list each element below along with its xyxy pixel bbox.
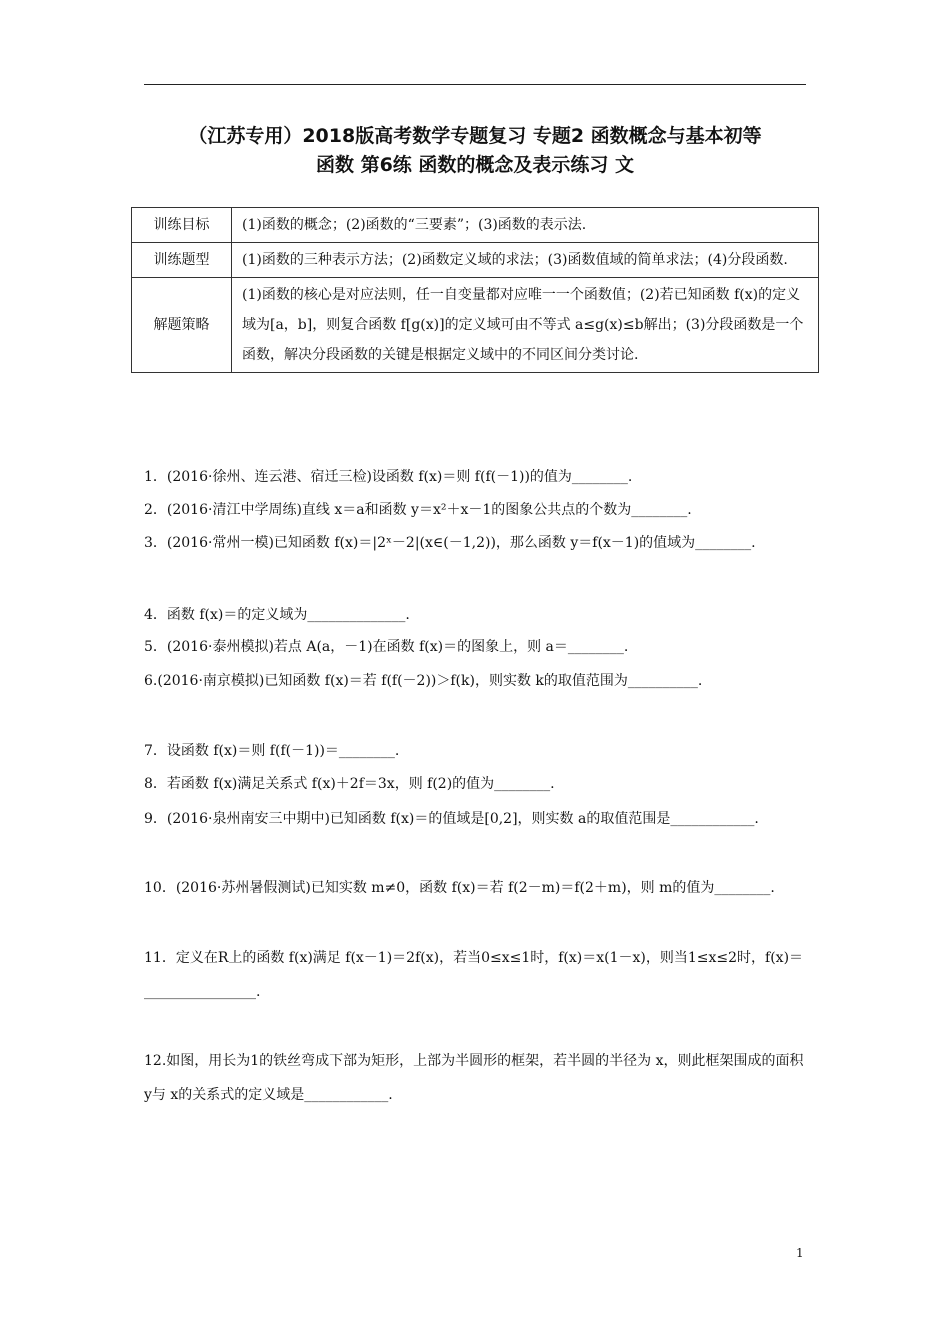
table-content-strategy: (1)函数的核心是对应法则，任一自变量都对应唯一一个函数值；(2)若已知函数 f(x)的定义域为[a，b]，则复合函数 f[g(x)]的定义域可由不等式 a≤g(x)≤b解出；(3)分段函数是一个函数，解决分段函数的关键是根据定义域中的不同区间分类讨论. — [232, 278, 819, 373]
top-rule — [144, 84, 806, 85]
table-label-goal: 训练目标 — [132, 208, 232, 243]
table-row-strategy — [132, 278, 819, 373]
problem-3: 3．(2016·常州一模)已知函数 f(x)＝|2ˣ－2|(x∈(－1,2))，那么函数 y＝f(x－1)的值域为________. — [144, 535, 756, 551]
problem-4: 4．函数 f(x)＝的定义域为______________. — [144, 607, 410, 623]
problem-5: 5．(2016·泰州模拟)若点 A(a，－1)在函数 f(x)＝的图象上，则 a＝________. — [144, 639, 629, 655]
problem-2: 2．(2016·清江中学周练)直线 x＝a和函数 y＝x²＋x－1的图象公共点的个数为________. — [144, 502, 692, 518]
title-line-2: 函数 第6练 函数的概念及表示练习 文 — [315, 154, 635, 176]
table-label-types: 训练题型 — [132, 243, 232, 278]
document-title — [120, 122, 830, 180]
title-line-1: （江苏专用）2018版高考数学专题复习 专题2 函数概念与基本初等 — [188, 125, 762, 147]
table-content-types: (1)函数的三种表示方法；(2)函数定义域的求法；(3)函数值域的简单求法；(4)分段函数. — [232, 243, 819, 278]
table-row-types — [132, 243, 819, 278]
page-number: 1 — [796, 1246, 804, 1260]
table-row-goal — [132, 208, 819, 243]
table-label-strategy: 解题策略 — [132, 278, 232, 373]
problem-11: 11．定义在R上的函数 f(x)满足 f(x－1)＝2f(x)，若当0≤x≤1时，f(x)＝x(1－x)，则当1≤x≤2时，f(x)＝________________. — [144, 950, 804, 1000]
problem-7: 7．设函数 f(x)＝则 f(f(－1))＝________. — [144, 743, 400, 759]
problem-1: 1．(2016·徐州、连云港、宿迁三检)设函数 f(x)＝则 f(f(－1))的值为________. — [144, 469, 633, 485]
problem-10: 10．(2016·苏州暑假测试)已知实数 m≠0，函数 f(x)＝若 f(2－m)＝f(2＋m)，则 m的值为________. — [144, 880, 775, 896]
problem-12: 12.如图，用长为1的铁丝弯成下部为矩形，上部为半圆形的框架，若半圆的半径为 x，则此框架围成的面积 y与 x的关系式的定义域是____________. — [144, 1053, 804, 1103]
table-content-goal: (1)函数的概念；(2)函数的“三要素”；(3)函数的表示法. — [232, 208, 819, 243]
training-info-table — [131, 207, 819, 373]
problem-8: 8．若函数 f(x)满足关系式 f(x)＋2f＝3x，则 f(2)的值为________. — [144, 776, 555, 792]
problem-9: 9．(2016·泉州南安三中期中)已知函数 f(x)＝的值域是[0,2]，则实数 a的取值范围是____________. — [144, 811, 759, 827]
problem-6: 6.(2016·南京模拟)已知函数 f(x)＝若 f(f(－2))＞f(k)，则实数 k的取值范围为__________. — [144, 673, 703, 689]
